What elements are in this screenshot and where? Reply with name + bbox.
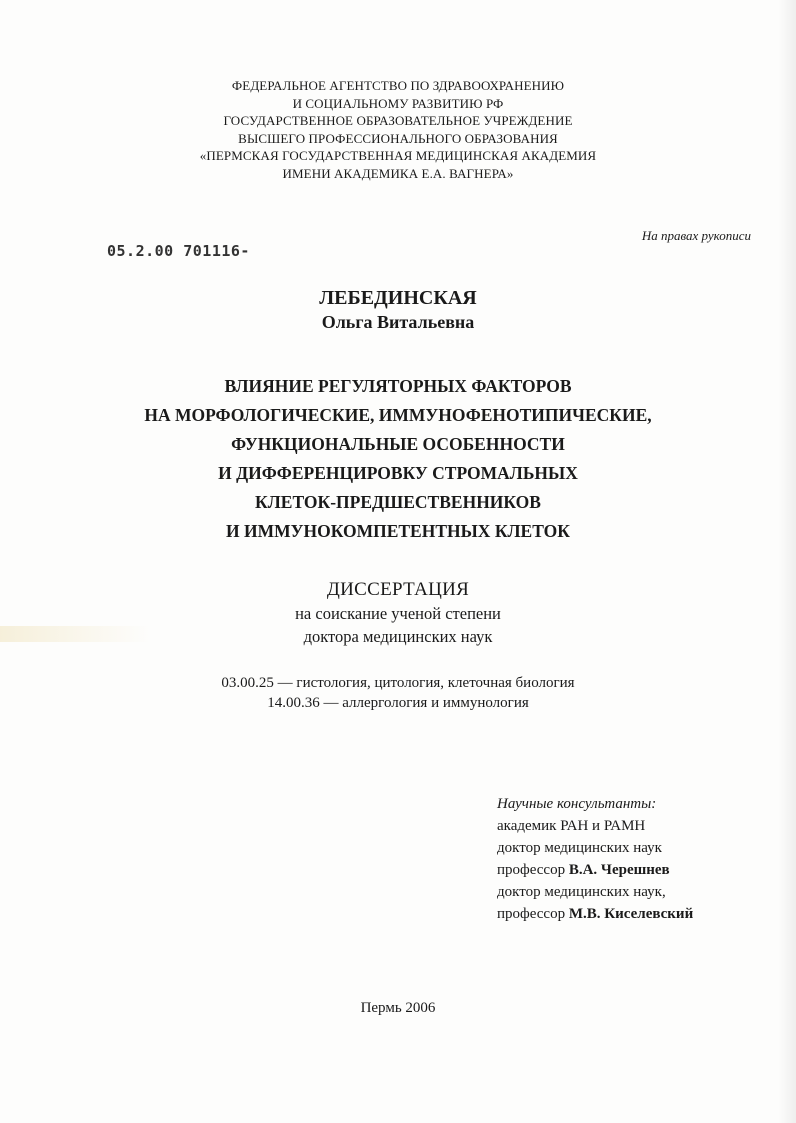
- consultants-block: [497, 793, 693, 925]
- title-line: И ДИФФЕРЕНЦИРОВКУ СТРОМАЛЬНЫХ: [218, 463, 578, 483]
- degree-block: [0, 578, 796, 648]
- header-line: ФЕДЕРАЛЬНОЕ АГЕНТСТВО ПО ЗДРАВООХРАНЕНИЮ: [231, 78, 565, 93]
- author-surname: ЛЕБЕДИНСКАЯ: [319, 287, 477, 309]
- institution-header: [0, 77, 796, 182]
- author-given-name: Ольга Витальевна: [321, 312, 475, 332]
- consultant-line: [497, 903, 693, 925]
- document-type: ДИССЕРТАЦИЯ: [326, 579, 470, 600]
- consultant-line: академик РАН и РАМН: [497, 818, 646, 834]
- specialty-line: 14.00.36 — аллергология и иммунология: [267, 695, 529, 711]
- consultant-title: профессор: [497, 862, 569, 878]
- title-line: И ИММУНОКОМПЕТЕНТНЫХ КЛЕТОК: [226, 521, 570, 541]
- consultant-name: В.А. Черешнев: [568, 862, 670, 878]
- header-line: «ПЕРМСКАЯ ГОСУДАРСТВЕННАЯ МЕДИЦИНСКАЯ АКАДЕМИЯ: [199, 148, 597, 163]
- header-line: И СОЦИАЛЬНОМУ РАЗВИТИЮ РФ: [292, 95, 504, 111]
- title-line: НА МОРФОЛОГИЧЕСКИЕ, ИММУНОФЕНОТИПИЧЕСКИЕ,: [144, 405, 652, 425]
- consultant-line: доктор медицинских наук: [497, 840, 662, 856]
- header-line: ИМЕНИ АКАДЕМИКА Е.А. ВАГНЕРА»: [282, 165, 514, 181]
- registration-stamp: 05.2.00 701116-: [107, 242, 250, 260]
- header-line: ВЫСШЕГО ПРОФЕССИОНАЛЬНОГО ОБРАЗОВАНИЯ: [238, 130, 558, 146]
- consultant-title: профессор: [497, 906, 569, 922]
- header-line: ГОСУДАРСТВЕННОЕ ОБРАЗОВАТЕЛЬНОЕ УЧРЕЖДЕНИЕ: [223, 113, 573, 128]
- consultant-line: [497, 859, 693, 881]
- title-line: ВЛИЯНИЕ РЕГУЛЯТОРНЫХ ФАКТОРОВ: [224, 376, 572, 396]
- degree-line: доктора медицинских наук: [303, 627, 493, 646]
- degree-line: на соискание ученой степени: [295, 604, 501, 623]
- consultant-line: доктор медицинских наук,: [497, 884, 666, 900]
- title-line: ФУНКЦИОНАЛЬНЫЕ ОСОБЕННОСТИ: [231, 434, 565, 454]
- manuscript-note: На правах рукописи: [641, 228, 751, 243]
- title-line: КЛЕТОК-ПРЕДШЕСТВЕННИКОВ: [255, 492, 541, 512]
- author-block: [0, 286, 796, 334]
- city-year: Пермь 2006: [360, 1000, 436, 1016]
- dissertation-title: [0, 372, 796, 546]
- specialties-block: [0, 673, 796, 713]
- specialty-line: 03.00.25 — гистология, цитология, клеточная биология: [221, 675, 575, 691]
- consultants-heading: Научные консультанты:: [497, 796, 657, 812]
- consultant-name: М.В. Киселевский: [568, 906, 694, 922]
